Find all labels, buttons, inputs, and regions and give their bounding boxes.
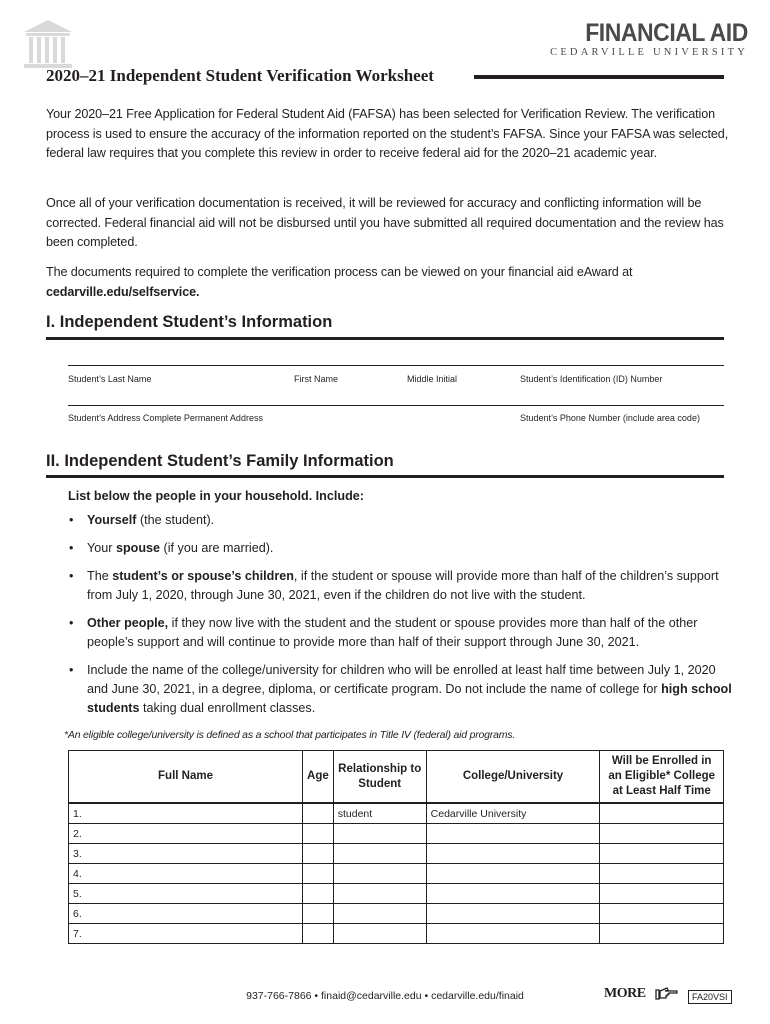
cell-relationship[interactable] (333, 864, 426, 884)
cell-enrolled[interactable] (600, 824, 724, 844)
student-info-line-2[interactable] (68, 405, 724, 406)
cell-college[interactable] (426, 904, 600, 924)
table-row (69, 864, 724, 884)
cell-age[interactable] (303, 924, 334, 944)
header-full-name: Full Name (69, 751, 303, 804)
cell-relationship[interactable] (333, 844, 426, 864)
brand-subtitle: CEDARVILLE UNIVERSITY (550, 47, 748, 58)
list-item: • The student’s or spouse’s children, if the student or spouse will provide more than half of the children’s support from July 1, 2020, through June 30, 2021, even if the children do not live with the student. (66, 567, 736, 605)
cell-enrolled[interactable] (600, 904, 724, 924)
cell-enrolled[interactable] (600, 803, 724, 824)
more-label: MORE (604, 986, 646, 1001)
table-row (69, 884, 724, 904)
cell-full-name[interactable]: 2. (69, 824, 303, 844)
cell-relationship[interactable]: student (333, 803, 426, 824)
section-2-rule (46, 475, 724, 478)
cell-college[interactable] (426, 824, 600, 844)
cell-age[interactable] (303, 904, 334, 924)
cell-relationship[interactable] (333, 924, 426, 944)
table-header-row (69, 751, 724, 804)
brand-title: FINANCIAL AID (585, 19, 748, 47)
cell-relationship[interactable] (333, 884, 426, 904)
last-name-label: Student’s Last Name (68, 374, 152, 384)
cell-full-name[interactable]: 4. (69, 864, 303, 884)
cell-full-name[interactable]: 5. (69, 884, 303, 904)
list-item: • Yourself (the student). (66, 511, 736, 530)
phone-label: Student’s Phone Number (include area code) (520, 413, 700, 423)
cell-age[interactable] (303, 884, 334, 904)
list-item: • Your spouse (if you are married). (66, 539, 736, 558)
list-item: • Other people, if they now live with the student and the student or spouse provides more than half of the other people’s support and will continue to provide more than half of their support through June 30, 2021. (66, 614, 736, 652)
form-code: FA20VSI (688, 990, 732, 1004)
table-row (69, 824, 724, 844)
first-name-label: First Name (294, 374, 339, 384)
cell-college[interactable] (426, 884, 600, 904)
eligible-college-footnote: *An eligible college/university is defined as a school that participates in Title IV (federal) aid programs. (64, 729, 516, 741)
section-1-heading: I. Independent Student’s Information (46, 313, 333, 331)
table-row (69, 904, 724, 924)
worksheet-title: 2020–21 Independent Student Verification Worksheet (46, 66, 434, 85)
section-1-rule (46, 337, 724, 340)
student-id-label: Student’s Identification (ID) Number (520, 374, 663, 384)
cell-full-name[interactable]: 7. (69, 924, 303, 944)
student-info-line-1[interactable] (68, 365, 724, 366)
cell-enrolled[interactable] (600, 924, 724, 944)
selfservice-link[interactable]: cedarville.edu/selfservice. (46, 284, 200, 299)
intro-paragraph-3-text: The documents required to complete the verification process can be viewed on your financial aid eAward at (46, 265, 633, 279)
cell-full-name[interactable]: 1. (69, 803, 303, 824)
cell-enrolled[interactable] (600, 844, 724, 864)
header-age: Age (303, 751, 334, 804)
cell-age[interactable] (303, 803, 334, 824)
cell-enrolled[interactable] (600, 884, 724, 904)
cell-full-name[interactable]: 3. (69, 844, 303, 864)
household-list-intro: List below the people in your household. Include: (68, 489, 364, 503)
table-row (69, 924, 724, 944)
intro-paragraph-2: Once all of your verification documentation is received, it will be reviewed for accuracy and conflicting information will be corrected. Federal financial aid will not be disbursed until you have submitted all required documentation and the review has been completed. (46, 196, 724, 249)
cell-age[interactable] (303, 864, 334, 884)
section-2-heading: II. Independent Student’s Family Information (46, 452, 394, 470)
brand (550, 20, 748, 58)
cell-full-name[interactable]: 6. (69, 904, 303, 924)
header-enrolled: Will be Enrolled in an Eligible* College at Least Half Time (600, 751, 724, 804)
intro-paragraph-3 (46, 263, 736, 302)
cell-college[interactable] (426, 864, 600, 884)
cell-age[interactable] (303, 824, 334, 844)
cell-age[interactable] (303, 844, 334, 864)
title-rule (474, 75, 724, 79)
address-label: Student’s Address Complete Permanent Address (68, 413, 263, 423)
cell-college[interactable]: Cedarville University (426, 803, 600, 824)
middle-initial-label: Middle Initial (407, 374, 458, 384)
list-item: • Include the name of the college/university for children who will be enrolled at least half time between July 1, 2020 and June 30, 2021, in a degree, diploma, or certificate program. Do not include the name of college for high school students taking dual enrollment classes. (66, 661, 736, 718)
household-table (68, 750, 724, 944)
cell-enrolled[interactable] (600, 864, 724, 884)
cell-relationship[interactable] (333, 904, 426, 924)
footer-contact: 937-766-7866 • finaid@cedarville.edu • cedarville.edu/finaid (246, 990, 524, 1002)
header-relationship: Relationship to Student (333, 751, 426, 804)
pointing-hand-icon (655, 986, 679, 1000)
intro-paragraph-1: Your 2020–21 Free Application for Federal Student Aid (FAFSA) has been selected for Verification Review. The verification process is used to ensure the accuracy of the information reported on the student’s FAFSA. Since your FAFSA was selected, federal law requires that you complete this review in order to receive federal aid for the 2020–21 academic year. (46, 107, 729, 160)
cell-relationship[interactable] (333, 824, 426, 844)
column-logo-icon (20, 18, 76, 70)
cell-college[interactable] (426, 844, 600, 864)
table-row (69, 803, 724, 824)
header-college: College/University (426, 751, 600, 804)
household-bullets (66, 511, 736, 727)
table-row (69, 844, 724, 864)
cell-college[interactable] (426, 924, 600, 944)
